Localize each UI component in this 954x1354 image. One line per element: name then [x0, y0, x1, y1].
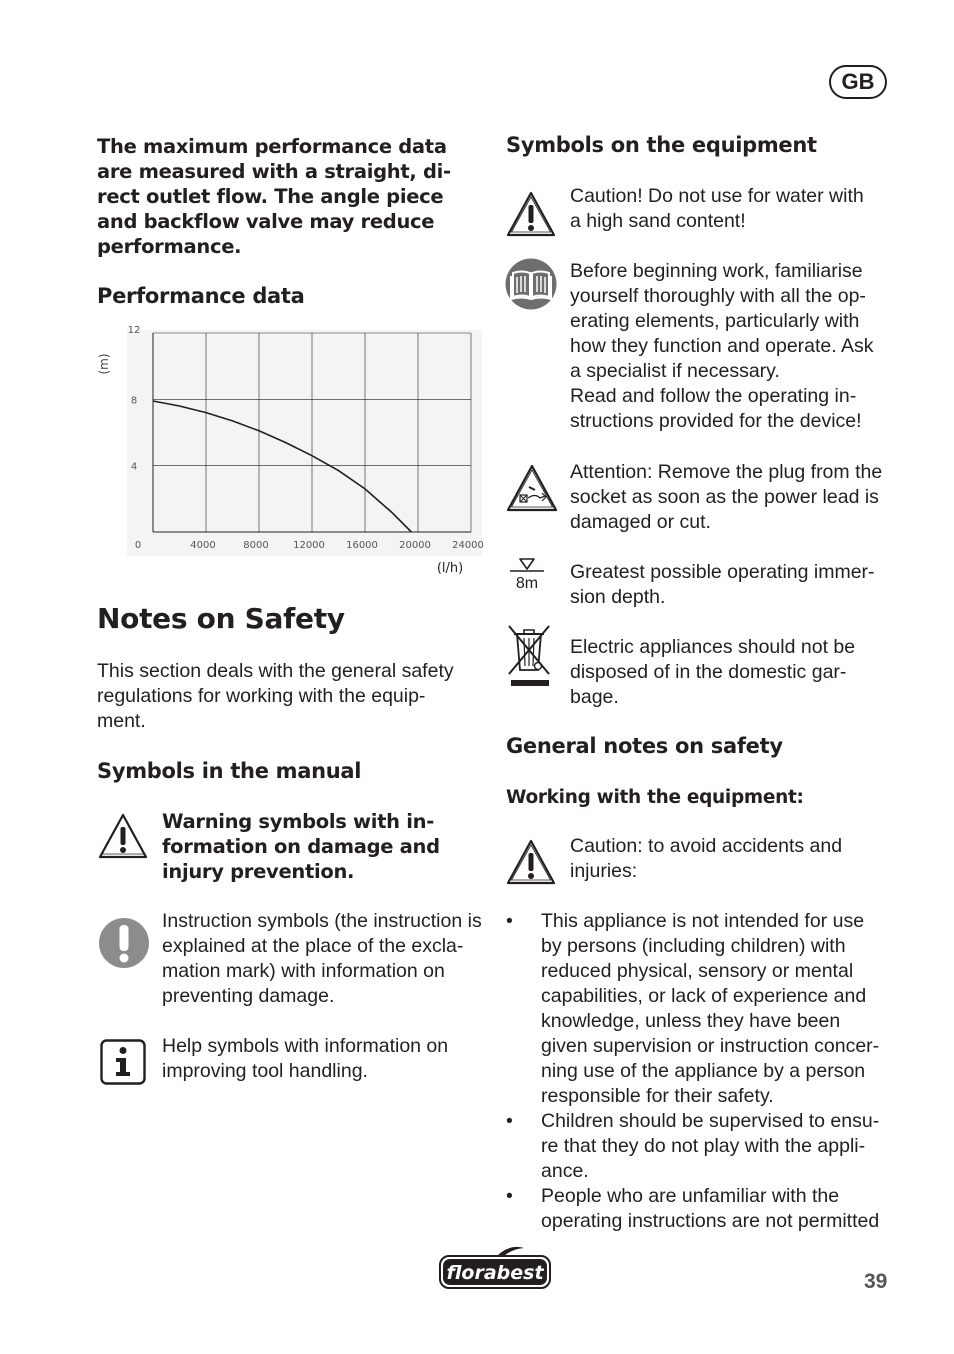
warning-triangle-icon [505, 190, 557, 238]
general-notes-heading: General notes on safety [506, 734, 783, 758]
bullet-line: operating instructions are not permitted [541, 1210, 880, 1232]
equipment-item-line: sion depth. [570, 586, 666, 608]
bullet-line: Children should be supervised to ensu- [541, 1110, 880, 1132]
equipment-item-line: erating elements, particularly with [570, 310, 860, 332]
chart-x-tick-label: 12000 [293, 540, 325, 551]
page-number: 39 [864, 1270, 888, 1293]
safety-intro-line: This section deals with the general safety [97, 660, 454, 682]
bullet-line: reduced physical, sensory or mental [541, 960, 854, 982]
manual-item-line: Instruction symbols (the instruction is [162, 910, 482, 932]
manual-item-line: injury prevention. [162, 860, 355, 883]
list-item [506, 909, 896, 1109]
equipment-item-line: how they function and operate. Ask [570, 335, 874, 357]
safety-intro [97, 659, 454, 734]
equipment-item-line: Electric appliances should not be [570, 636, 856, 658]
immersion-depth-icon [508, 556, 546, 574]
bullet-dot: • [506, 1185, 513, 1207]
equipment-cable-text [570, 460, 882, 535]
intro-line: and backflow valve may reduce [97, 210, 435, 233]
equipment-item-line: Greatest possible operating immer- [570, 561, 875, 583]
chart-ylabel: (m) [97, 353, 111, 375]
chart-y-tick-label: 12 [127, 325, 141, 336]
manual-item-line: preventing damage. [162, 985, 335, 1007]
intro-line: rect outlet flow. The angle piece [97, 185, 444, 208]
bullet-line: capabilities, or lack of experience and [541, 985, 867, 1007]
manual-help-text [162, 1034, 448, 1084]
manual-book-icon [505, 258, 557, 310]
warning-triangle-icon [97, 812, 149, 860]
bullet-line: given supervision or instruction concer- [541, 1035, 880, 1057]
equipment-item-line: Before beginning work, familiarise [570, 260, 863, 282]
caution-line: injuries: [570, 860, 638, 882]
performance-data-heading: Performance data [97, 284, 305, 308]
damaged-cable-warning-icon [505, 463, 559, 513]
bullet-dot: • [506, 1110, 513, 1132]
bullet-line: People who are unfamiliar with the [541, 1185, 840, 1207]
bullet-line: responsible for their safety. [541, 1085, 774, 1107]
language-badge: GB [829, 65, 887, 99]
florabest-logo [438, 1244, 552, 1290]
chart-background [127, 330, 482, 556]
list-item [506, 1109, 896, 1184]
exclamation-circle-icon [98, 917, 150, 969]
manual-item-line: Warning symbols with in- [162, 810, 435, 833]
equipment-item-line: a high sand content! [570, 210, 746, 232]
info-box-icon [100, 1039, 146, 1085]
caution-line: Caution: to avoid accidents and [570, 835, 843, 857]
bullet-line: ning use of the appliance by a person [541, 1060, 866, 1082]
equipment-sand-text [570, 184, 864, 234]
chart-x-tick-label: 8000 [243, 540, 269, 551]
equipment-manual-text [570, 259, 874, 434]
bullet-line: This appliance is not intended for use [541, 910, 865, 932]
bullet-line: ance. [541, 1160, 589, 1182]
performance-chart [90, 322, 490, 584]
equipment-item-line: Read and follow the operating in- [570, 385, 857, 407]
bullet-line: by persons (including children) with [541, 935, 846, 957]
chart-y-tick-label: 8 [130, 395, 138, 407]
warning-triangle-icon [505, 838, 557, 886]
symbols-on-equipment-heading: Symbols on the equipment [506, 133, 817, 157]
chart-y-tick-label: 4 [130, 461, 138, 473]
equipment-item-line: a specialist if necessary. [570, 360, 780, 382]
equipment-immersion-text [570, 560, 875, 610]
bullet-line: knowledge, unless they have been [541, 1010, 841, 1032]
bullet-dot: • [506, 910, 513, 932]
chart-x-tick-label: 16000 [346, 540, 378, 551]
intro-line: performance. [97, 235, 242, 258]
equipment-item-line: damaged or cut. [570, 511, 711, 533]
chart-x-tick-label: 4000 [190, 540, 216, 551]
intro-line: are measured with a straight, di- [97, 160, 451, 183]
symbols-in-manual-heading: Symbols in the manual [97, 759, 362, 783]
caution-text [570, 834, 842, 884]
list-item [506, 1184, 896, 1234]
equipment-item-line: Attention: Remove the plug from the [570, 461, 883, 483]
manual-item-line: mation mark) with information on [162, 960, 445, 982]
equipment-item-line: structions provided for the device! [570, 410, 862, 432]
bullet-line: re that they do not play with the appli- [541, 1135, 866, 1157]
chart-xlabel: (l/h) [436, 561, 464, 576]
safety-bullet-list [506, 909, 896, 1234]
equipment-disposal-text [570, 635, 855, 710]
immersion-depth-label: 8m [515, 575, 539, 592]
equipment-item-line: yourself thoroughly with all the op- [570, 285, 866, 307]
manual-item-line: formation on damage and [162, 835, 440, 858]
manual-instruction-text [162, 909, 482, 1009]
equipment-item-line: bage. [570, 686, 619, 708]
manual-item-line: explained at the place of the excla- [162, 935, 464, 957]
equipment-item-line: socket as soon as the power lead is [570, 486, 879, 508]
logo-text: florabest [446, 1262, 544, 1284]
intro-line: The maximum performance data [97, 135, 447, 158]
manual-item-line: Help symbols with information on [162, 1035, 449, 1057]
working-with-equipment-heading: Working with the equipment: [506, 787, 804, 808]
crossed-bin-icon [505, 622, 553, 690]
chart-x-tick-label: 20000 [399, 540, 431, 551]
safety-intro-line: ment. [97, 710, 146, 732]
safety-intro-line: regulations for working with the equip- [97, 685, 426, 707]
chart-x-tick-label: 24000 [452, 540, 484, 551]
intro-note [97, 134, 451, 259]
equipment-item-line: Caution! Do not use for water with [570, 185, 864, 207]
notes-on-safety-title: Notes on Safety [97, 602, 345, 635]
chart-x-tick-label: 0 [134, 540, 142, 551]
manual-warning-text [162, 809, 440, 884]
manual-item-line: improving tool handling. [162, 1060, 368, 1082]
equipment-item-line: disposed of in the domestic gar- [570, 661, 847, 683]
